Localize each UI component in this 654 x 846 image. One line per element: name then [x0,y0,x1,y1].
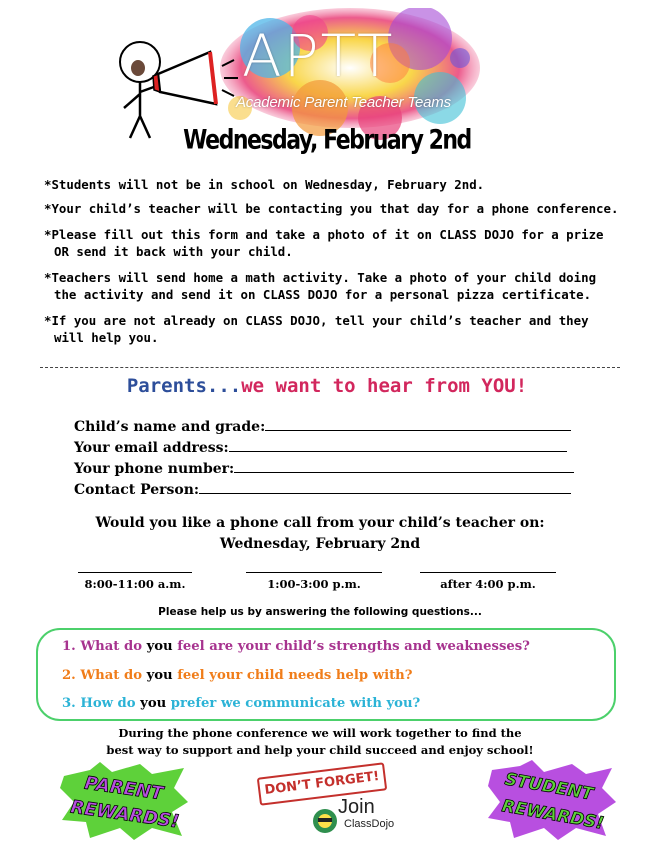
aptt-logo [110,8,490,138]
dont-forget-stamp: DON’T FORGET! [257,762,387,805]
classdojo-icon [312,808,338,834]
join-text: Join [338,796,375,818]
question-you: you [146,639,173,654]
call-question [0,513,640,555]
info-bullet: *If you are not already on CLASS DOJO, tell your child’s teacher and they will help you. [44,313,589,345]
email-field[interactable] [74,438,574,459]
child-name-input-line[interactable] [265,418,571,431]
question-1 [62,639,530,654]
closing-line1: During the phone conference we will work together to find the [118,726,522,740]
time-option-label: 1:00-3:00 p.m. [267,577,361,591]
parents-heading-part2: we want to hear from YOU! [241,375,528,397]
aptt-logo-subtitle: Academic Parent Teacher Teams [236,94,451,111]
question-text: prefer we communicate with you? [166,696,421,711]
student-badge-line1: STUDENT [503,769,595,805]
phone-input-line[interactable] [234,460,574,473]
field-label: Child’s name and grade: [74,419,266,435]
call-question-line2: Wednesday, February 2nd [219,536,421,552]
info-bullet: *Your child’s teacher will be contacting you that day for a phone conference. [44,201,619,216]
parent-rewards-badge [60,762,190,840]
info-bullets [44,176,624,355]
time-option-morning[interactable] [78,572,192,591]
phone-field[interactable] [74,459,574,480]
time-option-label: 8:00-11:00 a.m. [84,577,186,591]
parent-badge-line1: PARENT [83,772,165,805]
closing-line2: best way to support and help your child succeed and enjoy school! [106,743,534,757]
question-3 [62,696,420,711]
field-label: Your email address: [74,440,229,456]
info-bullet: *Please fill out this form and take a photo of it on CLASS DOJO for a prize OR send it back with your child. [44,227,604,259]
question-2 [62,668,413,683]
aptt-logo-text: APTT [242,22,395,90]
field-label: Your phone number: [74,461,235,477]
info-bullet: *Teachers will send home a math activity. Take a photo of your child doing the activity and send it on CLASS DOJO for a personal pizza certificate. [44,270,597,302]
time-option-afternoon[interactable] [246,572,382,591]
call-question-line1: Would you like a phone call from your child’s teacher on: [95,515,545,531]
questions-box [36,628,616,721]
question-text: feel your child needs help with? [172,668,413,683]
time-option-label: after 4:00 p.m. [440,577,536,591]
question-text: 1. What do [62,639,147,654]
classdojo-text: ClassDojo [344,818,395,830]
time-blank-line[interactable] [78,572,192,573]
time-option-evening[interactable] [420,572,556,591]
closing-text [0,725,640,759]
time-blank-line[interactable] [420,572,556,573]
email-input-line[interactable] [229,439,567,452]
parents-heading [0,375,654,397]
question-text: 3. How do [62,696,141,711]
time-blank-line[interactable] [246,572,382,573]
child-name-field[interactable] [74,417,574,438]
contact-person-input-line[interactable] [199,481,571,494]
contact-person-field[interactable] [74,480,574,501]
question-text: feel are your child’s strengths and weaknesses? [172,639,530,654]
student-badge-line2: REWARDS! [500,796,606,834]
help-line: Please help us by answering the following questions... [158,606,482,618]
parent-badge-line2: REWARDS! [69,796,181,833]
info-bullet: *Students will not be in school on Wednesday, February 2nd. [44,177,485,192]
dashed-divider [40,367,620,368]
question-you: you [146,668,173,683]
question-text: 2. What do [62,668,147,683]
question-you: you [140,696,167,711]
field-label: Contact Person: [74,482,200,498]
parents-heading-part1: Parents... [126,375,242,397]
time-options [0,572,654,602]
contact-form [74,417,574,501]
student-rewards-badge [486,760,616,840]
date-title: Wednesday, February 2nd [183,125,471,156]
